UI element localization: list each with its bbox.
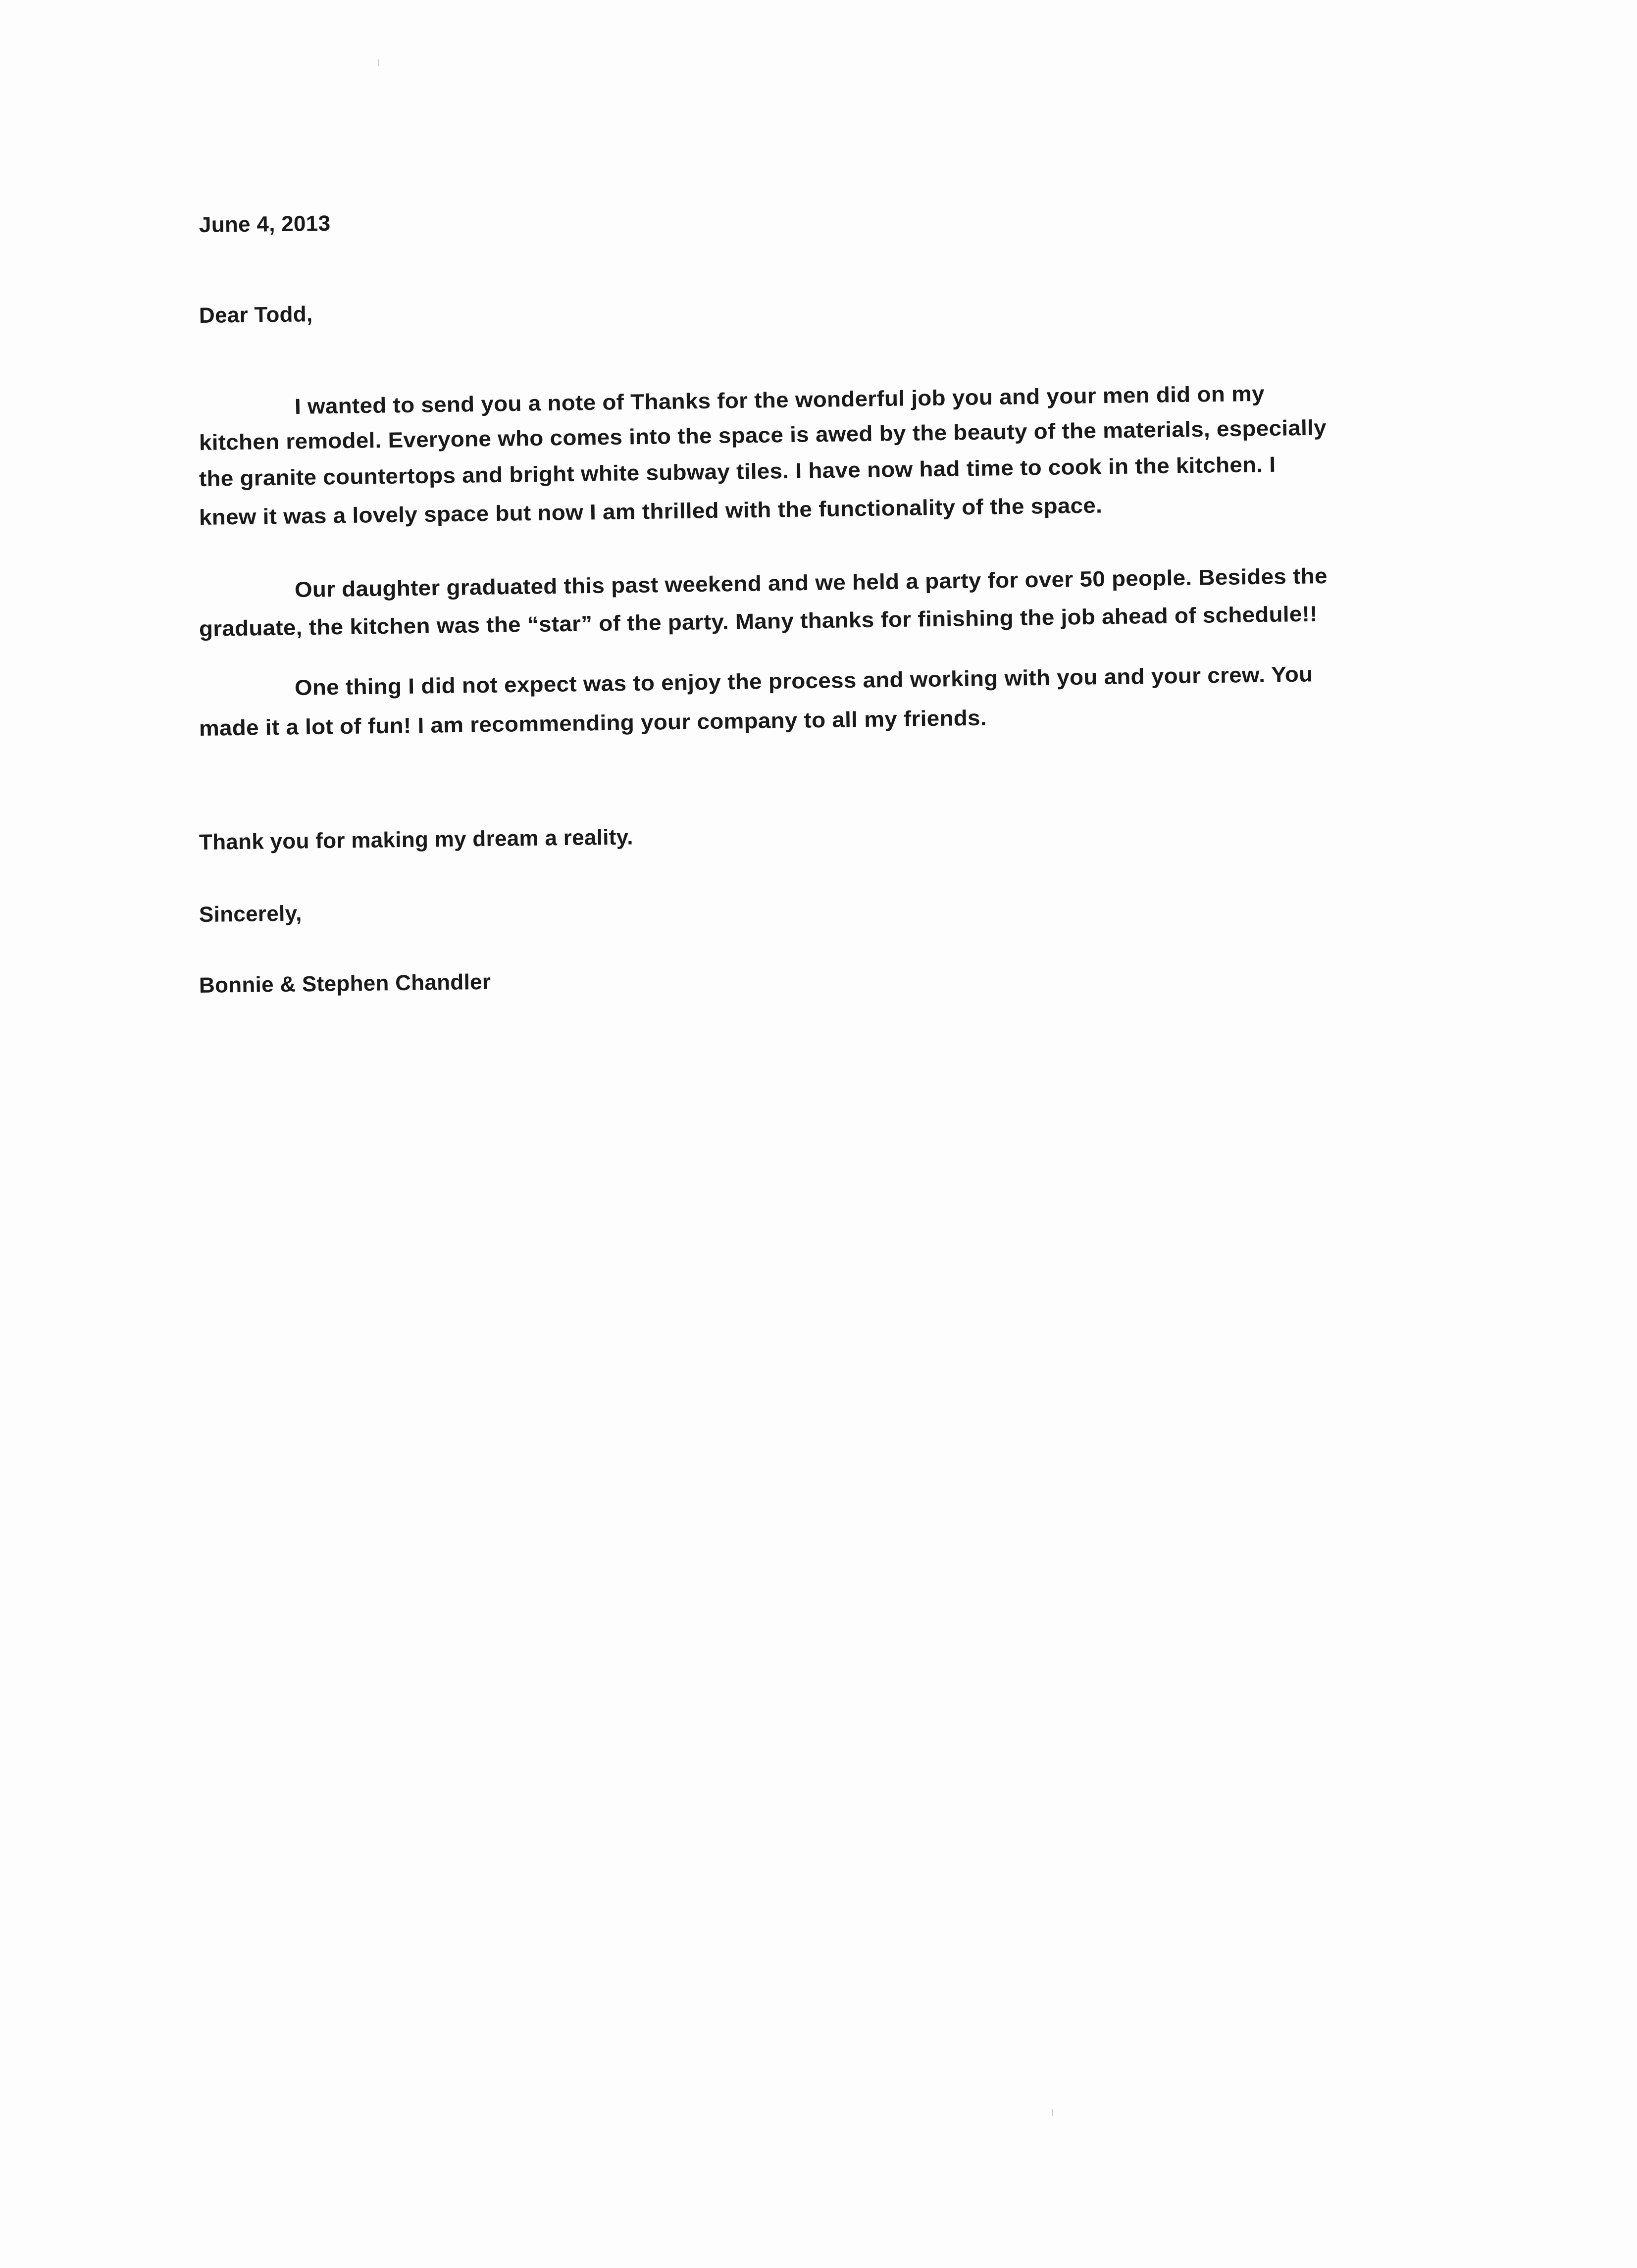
paragraph-line: the granite countertops and bright white subway tiles. I have now had time to cook in the kitchen. I [199,452,1276,491]
paragraph-line: I wanted to send you a note of Thanks for the wonderful job you and your men did on my [294,381,1265,419]
valediction: Sincerely, [199,901,302,927]
paragraph-line: made it a lot of fun! I am recommending your company to all my friends. [199,706,987,741]
signature: Bonnie & Stephen Chandler [199,969,491,998]
paragraph-line: knew it was a lovely space but now I am thrilled with the functionality of the space. [199,493,1103,530]
paragraph-line: graduate, the kitchen was the “star” of the party. Many thanks for finishing the job ahead of schedule!! [199,602,1318,641]
paragraph-line: Our daughter graduated this past weekend and we held a party for over 50 people. Besides the [294,563,1328,602]
scan-speck [1052,2109,1053,2116]
scan-speck [378,59,379,66]
paragraph-line: One thing I did not expect was to enjoy the process and working with you and your crew. You [294,662,1313,700]
letter-date: June 4, 2013 [199,211,331,237]
closing-line: Thank you for making my dream a reality. [199,825,634,855]
paragraph-line: kitchen remodel. Everyone who comes into the space is awed by the beauty of the materials, especially [199,415,1327,455]
salutation: Dear Todd, [199,302,313,328]
